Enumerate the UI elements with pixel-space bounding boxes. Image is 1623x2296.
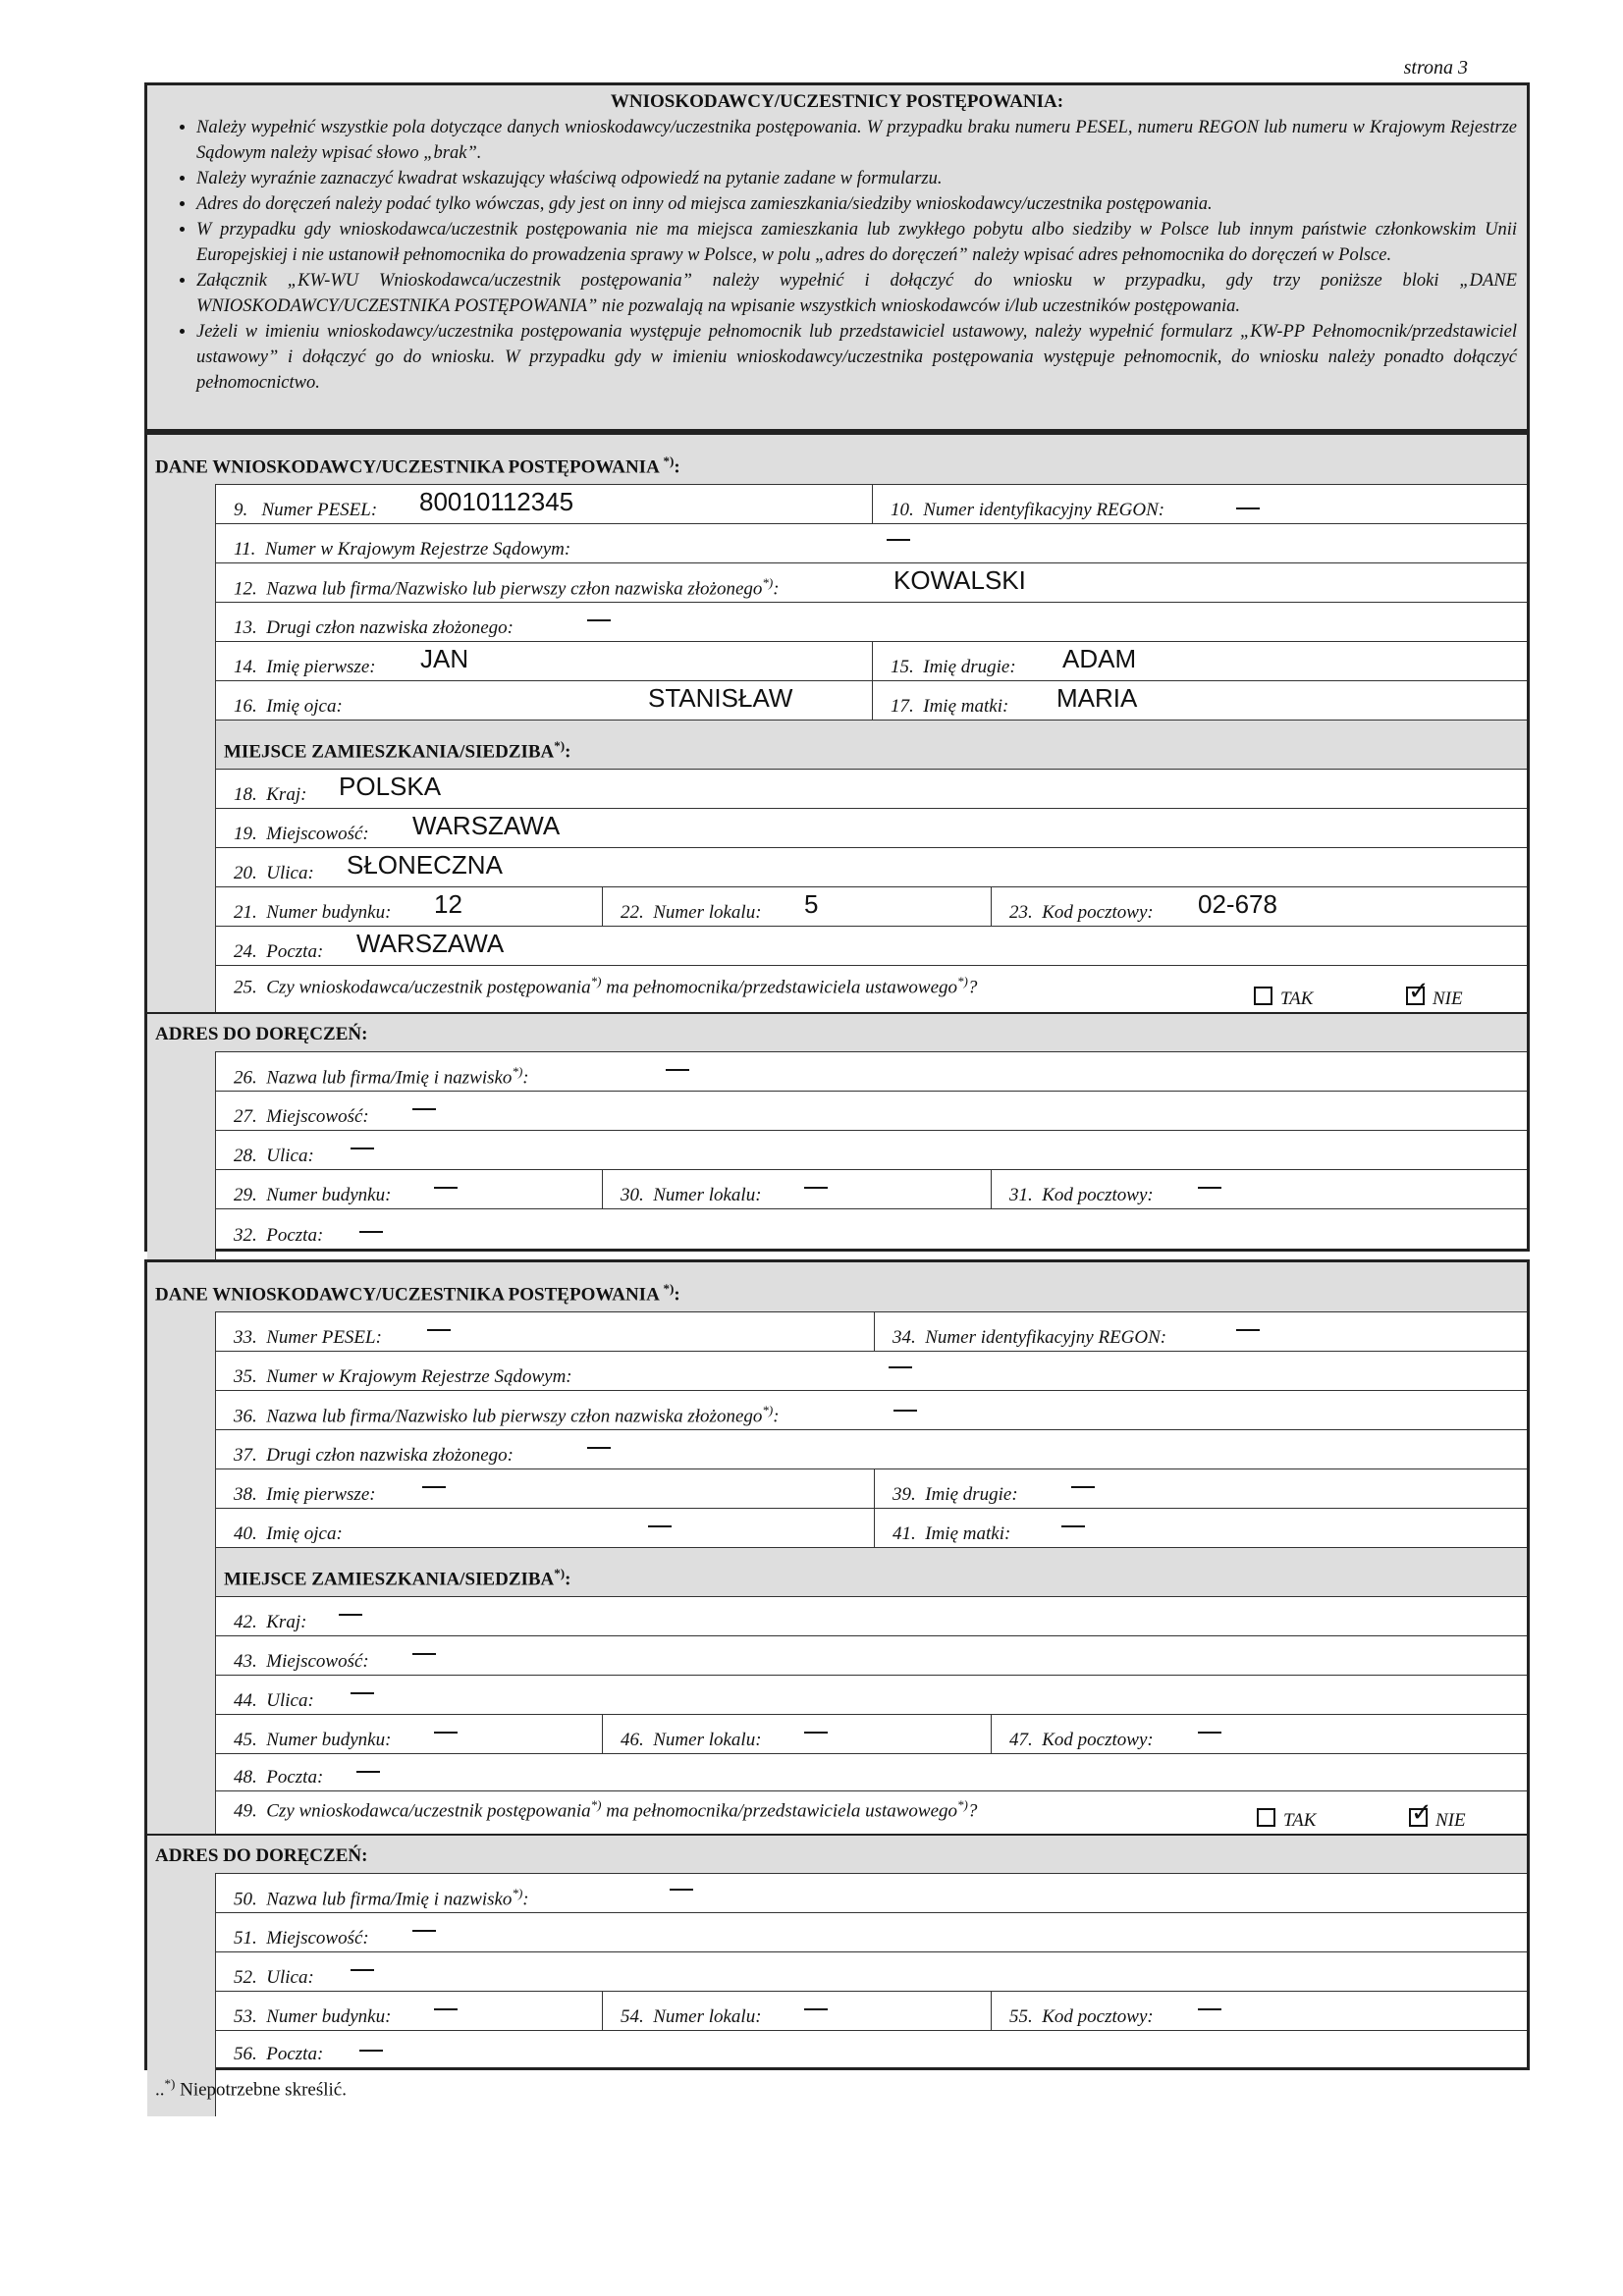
instruction-item: • Należy wyraźnie zaznaczyć kwadrat wskazujący właściwą odpowiedź na pytanie zadane w formularzu. bbox=[196, 166, 1517, 191]
pesel-value[interactable]: 80010112345 bbox=[419, 487, 574, 516]
delivery-post-empty[interactable] bbox=[359, 1231, 383, 1233]
building-empty[interactable] bbox=[434, 1732, 458, 1734]
page-number: strona 3 bbox=[1403, 57, 1468, 79]
post-office-empty[interactable] bbox=[356, 1771, 380, 1773]
footnote: ..*) Niepotrzebne skreślić. bbox=[155, 2076, 347, 2101]
form-row: 26. Nazwa lub firma/Imię i nazwisko*): bbox=[216, 1051, 1527, 1091]
form-row: 20. Ulica: SŁONECZNA bbox=[216, 847, 1527, 886]
form-row: 52. Ulica: bbox=[216, 1951, 1527, 1991]
form-row: 9. Numer PESEL: 80010112345 10. Numer identyfikacyjny REGON: bbox=[216, 484, 1527, 523]
city-value[interactable]: WARSZAWA bbox=[412, 811, 561, 840]
instructions-list bbox=[157, 115, 1517, 396]
section-heading-miejsce: MIEJSCE ZAMIESZKANIA/SIEDZIBA*): bbox=[216, 1547, 1527, 1596]
country-value[interactable]: POLSKA bbox=[339, 772, 442, 801]
form-row: 16. Imię ojca: STANISŁAW 17. Imię matki: MARIA bbox=[216, 680, 1527, 720]
delivery-city-empty[interactable] bbox=[412, 1108, 436, 1110]
section-heading-dane: DANE WNIOSKODAWCY/UCZESTNIKA POSTĘPOWANIA *): bbox=[147, 1262, 1527, 1311]
form-row: 38. Imię pierwsze: 39. Imię drugie: bbox=[216, 1468, 1527, 1508]
delivery-apartment-empty[interactable] bbox=[804, 2008, 828, 2010]
second-name-value[interactable]: ADAM bbox=[1062, 644, 1137, 673]
form-row: 53. Numer budynku: 54. Numer lokalu: 55. Kod pocztowy: bbox=[216, 1991, 1527, 2030]
form-row: 29. Numer budynku: 30. Numer lokalu: 31. Kod pocztowy: bbox=[216, 1169, 1527, 1208]
krs-empty[interactable] bbox=[887, 539, 910, 541]
form-row: 43. Miejscowość: bbox=[216, 1635, 1527, 1675]
section-heading-adres: ADRES DO DORĘCZEŃ: bbox=[147, 1834, 1527, 1873]
form-row: 49. Czy wnioskodawca/uczestnik postępowania*) ma pełnomocnika/przedstawiciela ustawowego*)? TAK ✓ NIE bbox=[216, 1790, 1527, 1834]
form-row: 28. Ulica: bbox=[216, 1130, 1527, 1169]
section-heading-miejsce: MIEJSCE ZAMIESZKANIA/SIEDZIBA*): bbox=[216, 720, 1527, 769]
section-heading-adres: ADRES DO DORĘCZEŃ: bbox=[147, 1012, 1527, 1051]
form-row: 42. Kraj: bbox=[216, 1596, 1527, 1635]
mother-name-value[interactable]: MARIA bbox=[1056, 683, 1138, 713]
form-row: 12. Nazwa lub firma/Nazwisko lub pierwszy człon nazwiska złożonego*): KOWALSKI bbox=[216, 562, 1527, 602]
street-empty[interactable] bbox=[351, 1692, 374, 1694]
instruction-item: • Adres do doręczeń należy podać tylko wówczas, gdy jest on inny od miejsca zamieszkania/siedziby wnioskodawcy/uczestnika postępowania. bbox=[196, 191, 1517, 217]
delivery-building-empty[interactable] bbox=[434, 1187, 458, 1189]
surname-empty[interactable] bbox=[893, 1410, 917, 1412]
form-row: 11. Numer w Krajowym Rejestrze Sądowym: bbox=[216, 523, 1527, 562]
form-row: 51. Miejscowość: bbox=[216, 1912, 1527, 1951]
postal-code-empty[interactable] bbox=[1198, 1732, 1221, 1734]
checkbox-empty-icon bbox=[1254, 987, 1272, 1005]
building-value[interactable]: 12 bbox=[434, 889, 462, 919]
form-row: 27. Miejscowość: bbox=[216, 1091, 1527, 1130]
checkbox-empty-icon bbox=[1257, 1808, 1275, 1827]
instructions-box bbox=[144, 82, 1530, 432]
delivery-city-empty[interactable] bbox=[412, 1930, 436, 1932]
country-empty[interactable] bbox=[339, 1614, 362, 1616]
delivery-postal-empty[interactable] bbox=[1198, 1187, 1221, 1189]
checkbox-nie[interactable]: ✓ NIE bbox=[1409, 1808, 1466, 1832]
instruction-item: • Należy wypełnić wszystkie pola dotyczące danych wnioskodawcy/uczestnika postępowania. W przypadku braku numeru PESEL, numeru REGON lub numeru w Krajowym Rejestrze Sądowym należy wpisać słowo „brak”. bbox=[196, 115, 1517, 166]
form-row: 13. Drugi człon nazwiska złożonego: bbox=[216, 602, 1527, 641]
applicant-block-1 bbox=[144, 432, 1530, 1252]
instructions-title: WNIOSKODAWCY/UCZESTNICY POSTĘPOWANIA: bbox=[610, 91, 1064, 112]
delivery-street-empty[interactable] bbox=[351, 1148, 374, 1149]
pesel-empty[interactable] bbox=[427, 1329, 451, 1331]
form-row: 18. Kraj: POLSKA bbox=[216, 769, 1527, 808]
delivery-apartment-empty[interactable] bbox=[804, 1187, 828, 1189]
instruction-item: • Załącznik „KW-WU Wnioskodawca/uczestnik postępowania” należy wypełnić i dołączyć do wniosku w przypadku, gdy trzy poniższe bloki „DANE WNIOSKODAWCY/UCZESTNIKA POSTĘPOWANIA” nie pozwalają na wpisanie wszystkich wnioskodawców i/lub uczestników postępowania. bbox=[196, 268, 1517, 319]
checkbox-nie[interactable]: ✓ NIE bbox=[1406, 987, 1463, 1010]
form-row: 45. Numer budynku: 46. Numer lokalu: 47. Kod pocztowy: bbox=[216, 1714, 1527, 1753]
mother-name-empty[interactable] bbox=[1061, 1525, 1085, 1527]
section-heading-dane: DANE WNIOSKODAWCY/UCZESTNIKA POSTĘPOWANIA *): bbox=[147, 435, 1527, 484]
regon-empty[interactable] bbox=[1236, 1329, 1260, 1331]
second-surname-empty[interactable] bbox=[587, 1447, 611, 1449]
form-row: 56. Poczta: bbox=[216, 2030, 1527, 2067]
instruction-item: • W przypadku gdy wnioskodawca/uczestnik postępowania nie ma miejsca zamieszkania lub zwykłego pobytu albo siedziby w Polsce lub innym państwie członkowskim Unii Europejskiej i nie ustanowił pełnomocnika do prowadzenia sprawy w Polsce, w polu „adres do doręczeń” należy wpisać adres pełnomocnika do doręczeń w Polsce. bbox=[196, 217, 1517, 268]
checkbox-tak[interactable]: TAK bbox=[1254, 987, 1313, 1010]
form-row: 44. Ulica: bbox=[216, 1675, 1527, 1714]
form-row: 37. Drugi człon nazwiska złożonego: bbox=[216, 1429, 1527, 1468]
second-name-empty[interactable] bbox=[1071, 1486, 1095, 1488]
delivery-street-empty[interactable] bbox=[351, 1969, 374, 1971]
form-row: 36. Nazwa lub firma/Nazwisko lub pierwszy człon nazwiska złożonego*): bbox=[216, 1390, 1527, 1429]
street-value[interactable]: SŁONECZNA bbox=[347, 850, 503, 880]
form-row: 32. Poczta: bbox=[216, 1208, 1527, 1249]
left-strip bbox=[147, 1311, 216, 2116]
form-row: 40. Imię ojca: 41. Imię matki: bbox=[216, 1508, 1527, 1547]
krs-empty[interactable] bbox=[889, 1366, 912, 1368]
first-name-value[interactable]: JAN bbox=[420, 644, 469, 673]
delivery-name-empty[interactable] bbox=[670, 1889, 693, 1891]
first-name-empty[interactable] bbox=[422, 1486, 446, 1488]
second-surname-empty[interactable] bbox=[587, 619, 611, 621]
form-row: 35. Numer w Krajowym Rejestrze Sądowym: bbox=[216, 1351, 1527, 1390]
instruction-item: • Jeżeli w imieniu wnioskodawcy/uczestnika postępowania występuje pełnomocnik lub przedstawiciel ustawowy, należy wypełnić formularz „KW-PP Pełnomocnik/przedstawiciel ustawowy” i dołączyć go do wniosku. W przypadku gdy w imieniu wnioskodawcy/uczestnika postępowania występuje pełnomocnik, do wniosku należy ponadto dołączyć pełnomocnictwo. bbox=[196, 319, 1517, 396]
form-row: 48. Poczta: bbox=[216, 1753, 1527, 1790]
regon-empty[interactable] bbox=[1236, 507, 1260, 509]
applicant-block-2 bbox=[144, 1259, 1530, 2070]
post-office-value[interactable]: WARSZAWA bbox=[356, 929, 505, 958]
father-name-value[interactable]: STANISŁAW bbox=[648, 683, 793, 713]
checkbox-tak[interactable]: TAK bbox=[1257, 1808, 1316, 1832]
delivery-name-empty[interactable] bbox=[666, 1069, 689, 1071]
form-row: 24. Poczta: WARSZAWA bbox=[216, 926, 1527, 965]
apartment-value[interactable]: 5 bbox=[804, 889, 819, 919]
form-row: 50. Nazwa lub firma/Imię i nazwisko*): bbox=[216, 1873, 1527, 1912]
father-name-empty[interactable] bbox=[648, 1525, 672, 1527]
apartment-empty[interactable] bbox=[804, 1732, 828, 1734]
form-row: 14. Imię pierwsze: JAN 15. Imię drugie: ADAM bbox=[216, 641, 1527, 680]
surname-value[interactable]: KOWALSKI bbox=[893, 565, 1026, 595]
form-row: 19. Miejscowość: WARSZAWA bbox=[216, 808, 1527, 847]
form-row: 25. Czy wnioskodawca/uczestnik postępowania*) ma pełnomocnika/przedstawiciela ustawowego*)? TAK ✓ NIE bbox=[216, 965, 1527, 1012]
form-row: 33. Numer PESEL: 34. Numer identyfikacyjny REGON: bbox=[216, 1311, 1527, 1351]
delivery-postal-empty[interactable] bbox=[1198, 2008, 1221, 2010]
delivery-post-empty[interactable] bbox=[359, 2050, 383, 2052]
postal-code-value[interactable]: 02-678 bbox=[1198, 889, 1277, 919]
form-row: 21. Numer budynku: 12 22. Numer lokalu: 5 23. Kod pocztowy: 02-678 bbox=[216, 886, 1527, 926]
delivery-building-empty[interactable] bbox=[434, 2008, 458, 2010]
city-empty[interactable] bbox=[412, 1653, 436, 1655]
checkbox-checked-icon bbox=[1406, 987, 1425, 1005]
checkbox-checked-icon bbox=[1409, 1808, 1428, 1827]
